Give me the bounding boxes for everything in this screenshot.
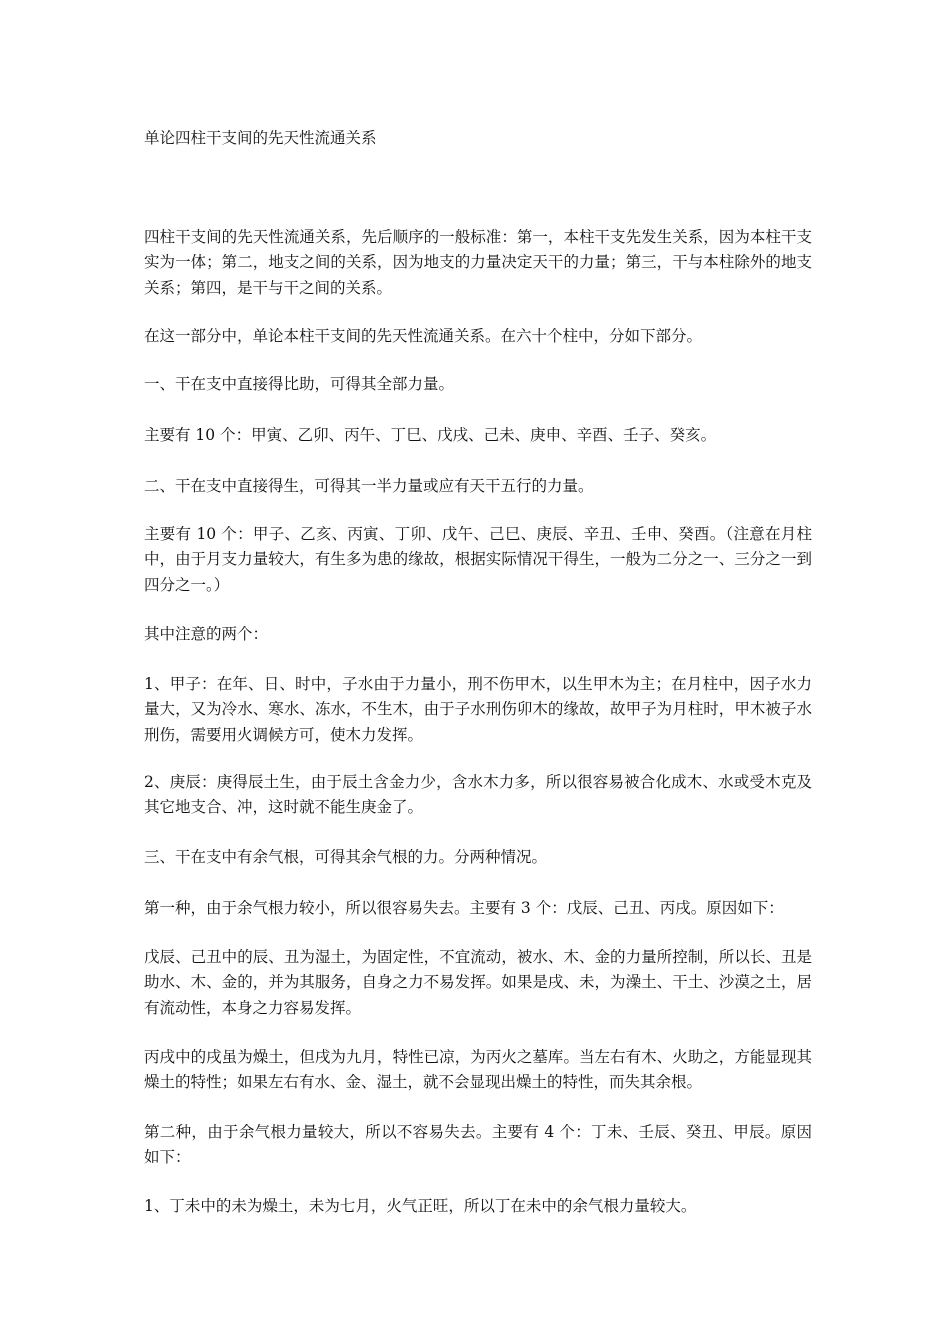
document-title: 单论四柱干支间的先天性流通关系 [144,129,377,147]
paragraph-note-gengchen: 2、庚辰：庚得辰土生，由于辰土含金力少，含水木力多，所以很容易被合化成木、水或受木克及其它地支合、冲，这时就不能生庚金了。 [144,773,812,817]
heading-section-three: 三、干在支中有余气根，可得其余气根的力。分两种情况。 [144,848,548,866]
paragraph-note-jiazi: 1、甲子：在年、日、时中，子水由于力量小，刑不伤甲木，以生甲木为主；在月柱中，因子水力量大，又为冷水、寒水、冻水，不生木，由于子水刑伤卯木的缘故，故甲子为月柱时，甲木被子水刑伤，需要用火调候方可，使木力发挥。 [144,675,812,744]
paragraph-section-two-list: 主要有 10 个：甲子、乙亥、丙寅、丁卯、戊午、己巳、庚辰、辛丑、壬申、癸酉。（注意在月柱中，由于月支力量较大，有生多为患的缘故，根据实际情况干得生，一般为二分之一、三分之一到四分之一。） [144,525,812,594]
paragraph-scope: 在这一部分中，单论本柱干支间的先天性流通关系。在六十个柱中，分如下部分。 [144,327,703,345]
paragraph-type-two: 第二种，由于余气根力量较大，所以不容易失去。主要有 4 个：丁未、壬辰、癸丑、甲辰。原因如下： [144,1123,812,1167]
paragraph-section-one-list: 主要有 10 个：甲寅、乙卯、丙午、丁巳、戊戌、己未、庚申、辛酉、壬子、癸亥。 [144,426,717,444]
paragraph-dingwei: 1、丁未中的未为燥土，未为七月，火气正旺，所以丁在未中的余气根力量较大。 [144,1197,697,1215]
paragraph-bingxu: 丙戌中的戌虽为燥土，但戌为九月，特性已凉，为丙火之墓库。当左右有木、火助之，方能显现其燥土的特性；如果左右有水、金、湿土，就不会显现出燥土的特性，而失其余根。 [144,1048,812,1092]
paragraph-type-one: 第一种，由于余气根力较小，所以很容易失去。主要有 3 个：戊辰、己丑、丙戌。原因如下： [144,899,784,917]
heading-section-one: 一、干在支中直接得比助，可得其全部力量。 [144,375,455,393]
paragraph-intro: 四柱干支间的先天性流通关系，先后顺序的一般标准：第一，本柱干支先发生关系，因为本柱干支实为一体；第二，地支之间的关系，因为地支的力量决定天干的力量；第三，干与本柱除外的地支关系；第四，是干与干之间的关系。 [144,228,812,297]
paragraph-wuchen-jichou: 戊辰、己丑中的辰、丑为湿土，为固定性，不宜流动，被水、木、金的力量所控制，所以长、丑是助水、木、金的，并为其服务，自身之力不易发挥。如果是戌、未，为澡土、干土、沙漠之土，居有流动性，本身之力容易发挥。 [144,948,812,1017]
heading-section-two: 二、干在支中直接得生，可得其一半力量或应有天干五行的力量。 [144,477,594,495]
paragraph-note-heading: 其中注意的两个： [144,625,269,643]
